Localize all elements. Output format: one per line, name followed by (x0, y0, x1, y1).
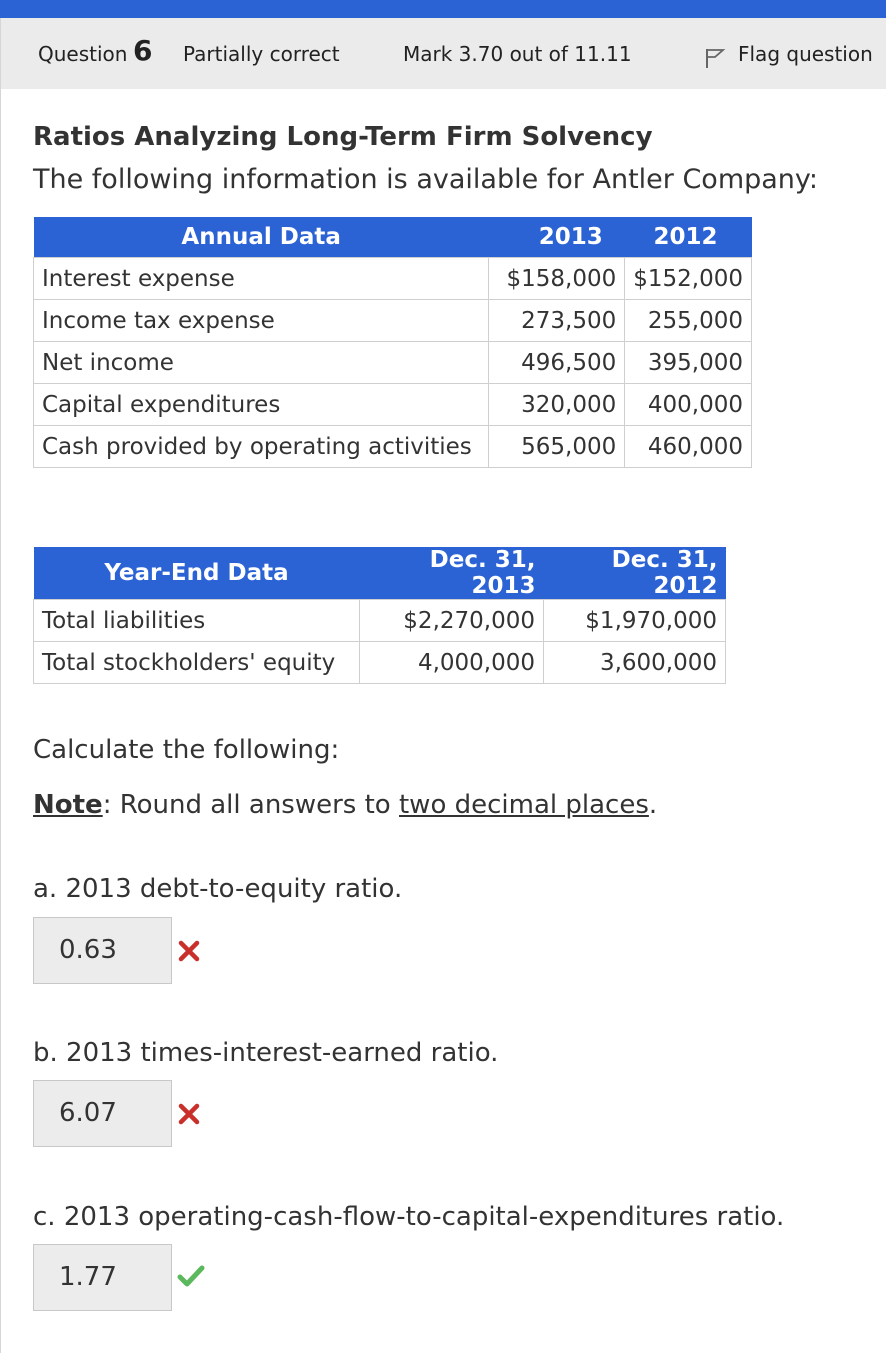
rounding-note (33, 790, 657, 820)
row-label: Net income (34, 342, 489, 384)
table-row (34, 300, 752, 342)
value-2013: 565,000 (489, 426, 625, 468)
incorrect-icon (177, 1102, 201, 1126)
value-2013: 4,000,000 (360, 642, 544, 684)
table-row (34, 384, 752, 426)
table-header-row (34, 217, 752, 258)
row-label: Income tax expense (34, 300, 489, 342)
question-state: Partially correct (183, 42, 340, 66)
note-text: : Round all answers to (102, 790, 399, 820)
flag-question-link[interactable]: Flag question (738, 42, 873, 66)
answer-c-input[interactable]: 1.77 (33, 1244, 172, 1311)
answer-a-input[interactable]: 0.63 (33, 917, 172, 984)
value-2012: $152,000 (625, 258, 752, 300)
table-row (34, 600, 726, 642)
note-end: . (648, 790, 658, 820)
year-end-data-table (33, 547, 726, 684)
row-label: Total liabilities (34, 600, 360, 642)
calculate-prompt: Calculate the following: (33, 735, 340, 765)
note-label: Note (33, 790, 103, 820)
table-header-row (34, 547, 726, 600)
note-link: two decimal places (398, 790, 649, 820)
question-number: 6 (133, 34, 153, 67)
table-header: Annual Data (34, 217, 489, 258)
table-row (34, 342, 752, 384)
question-b-prompt: b. 2013 times-interest-earned ratio. (33, 1038, 499, 1068)
row-label: Capital expenditures (34, 384, 489, 426)
value-2012: 395,000 (625, 342, 752, 384)
incorrect-icon (177, 939, 201, 963)
value-2013: $2,270,000 (360, 600, 544, 642)
row-label: Interest expense (34, 258, 489, 300)
flag-icon[interactable] (704, 47, 726, 69)
value-2013: 320,000 (489, 384, 625, 426)
question-header (0, 18, 886, 89)
row-label: Total stockholders' equity (34, 642, 360, 684)
row-label: Cash provided by operating activities (34, 426, 489, 468)
table-header: 2012 (625, 217, 752, 258)
question-title: Ratios Analyzing Long-Term Firm Solvency (33, 122, 653, 152)
value-2012: 400,000 (625, 384, 752, 426)
value-2013: $158,000 (489, 258, 625, 300)
table-header: Dec. 31, 2012 (544, 547, 726, 600)
question-mark: Mark 3.70 out of 11.11 (403, 42, 632, 66)
value-2013: 273,500 (489, 300, 625, 342)
question-a-prompt: a. 2013 debt-to-equity ratio. (33, 874, 403, 904)
answer-b-input[interactable]: 6.07 (33, 1080, 172, 1147)
table-row (34, 258, 752, 300)
question-label: Question (38, 42, 128, 66)
value-2012: $1,970,000 (544, 600, 726, 642)
question-intro: The following information is available for Antler Company: (33, 164, 819, 195)
value-2013: 496,500 (489, 342, 625, 384)
table-header: Dec. 31, 2013 (360, 547, 544, 600)
table-row (34, 426, 752, 468)
value-2012: 3,600,000 (544, 642, 726, 684)
correct-icon (177, 1264, 205, 1288)
table-header: 2013 (489, 217, 625, 258)
table-header: Year-End Data (34, 547, 360, 600)
question-c-prompt: c. 2013 operating-cash-flow-to-capital-expenditures ratio. (33, 1202, 785, 1232)
value-2012: 255,000 (625, 300, 752, 342)
table-row (34, 642, 726, 684)
value-2012: 460,000 (625, 426, 752, 468)
top-accent-bar (0, 0, 886, 18)
annual-data-table (33, 217, 752, 468)
left-border (0, 89, 1, 1353)
